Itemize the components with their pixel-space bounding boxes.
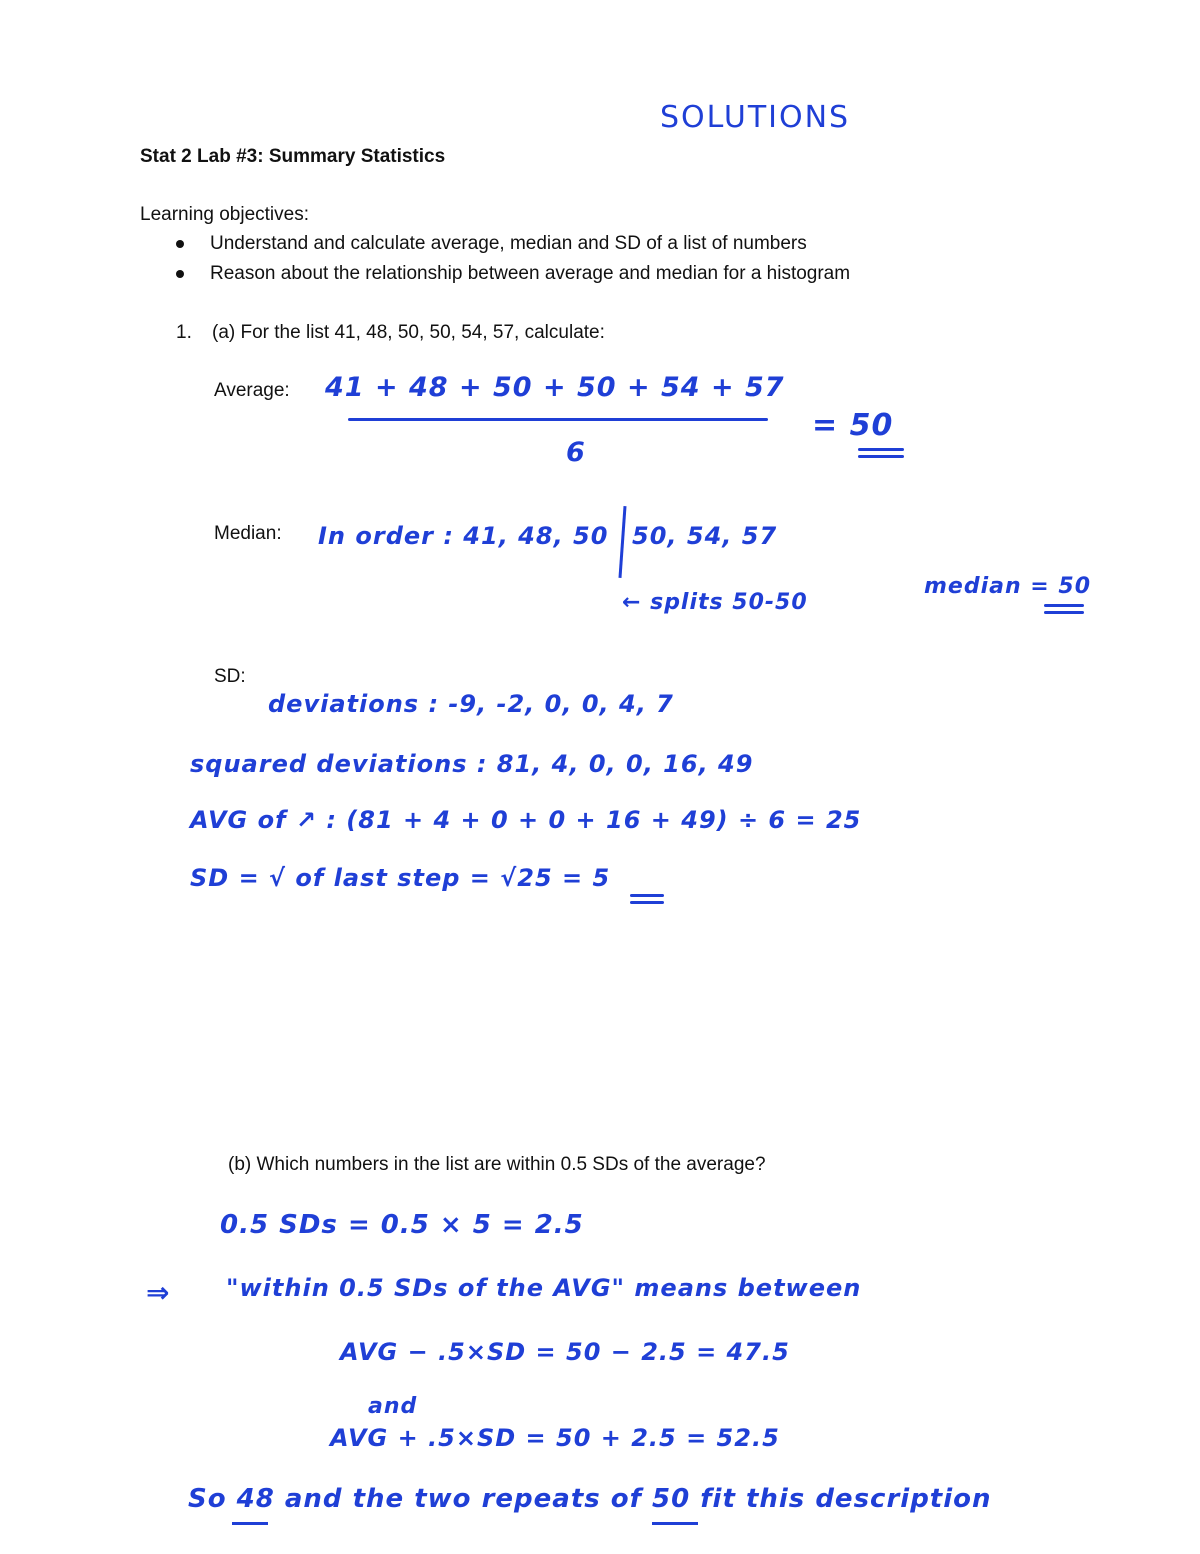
sd-result-underline <box>630 892 664 906</box>
median-split-line <box>618 506 626 578</box>
average-label: Average: <box>214 380 290 401</box>
lower-bound-calc: AVG − .5×SD = 50 − 2.5 = 47.5 <box>340 1338 790 1366</box>
objective-item <box>176 233 807 255</box>
median-result: median = 50 <box>924 574 1092 599</box>
within-explanation: "within 0.5 SDs of the AVG" means between <box>226 1274 862 1302</box>
sd-average-step: AVG of ↗ : (81 + 4 + 0 + 0 + 16 + 49) ÷ 6 = 25 <box>190 806 862 834</box>
bullet-icon <box>176 240 184 248</box>
objective-item <box>176 263 850 285</box>
conclusion: So 48 and the two repeats of 50 fit this description <box>188 1484 992 1514</box>
average-result: = 50 <box>812 408 894 443</box>
page-title: Stat 2 Lab #3: Summary Statistics <box>140 146 446 167</box>
objective-text: Reason about the relationship between average and median for a histogram <box>210 263 851 284</box>
sd-label: SD: <box>214 666 246 687</box>
upper-bound-calc: AVG + .5×SD = 50 + 2.5 = 52.5 <box>330 1424 780 1452</box>
sd-result: SD = √ of last step = √25 = 5 <box>190 864 611 892</box>
average-result-underline <box>858 446 904 460</box>
bullet-icon <box>176 270 184 278</box>
objectives-heading: Learning objectives: <box>140 204 309 225</box>
arrow-icon: ⇒ <box>146 1276 171 1309</box>
conclusion-underline-50 <box>652 1522 698 1525</box>
median-work-left: In order : 41, 48, 50 <box>318 522 609 550</box>
question-part-a: (a) For the list 41, 48, 50, 50, 54, 57, calculate: <box>212 322 605 343</box>
median-work-right: 50, 54, 57 <box>632 522 778 550</box>
median-result-underline <box>1044 602 1084 616</box>
median-label: Median: <box>214 523 282 544</box>
question-part-b: (b) Which numbers in the list are within 0.5 SDs of the average? <box>228 1154 766 1175</box>
solutions-stamp: SOLUTIONS <box>660 100 851 135</box>
sd-deviations: deviations : -9, -2, 0, 0, 4, 7 <box>268 690 674 718</box>
median-note: ← splits 50-50 <box>622 590 808 615</box>
conclusion-underline-48 <box>232 1522 268 1525</box>
average-numerator: 41 + 48 + 50 + 50 + 54 + 57 <box>325 372 785 403</box>
and-word: and <box>368 1394 418 1419</box>
fraction-bar <box>348 418 768 421</box>
question-number: 1. <box>176 322 192 343</box>
average-denominator: 6 <box>566 437 586 468</box>
objective-text: Understand and calculate average, median and SD of a list of numbers <box>210 233 807 254</box>
sd-squared-deviations: squared deviations : 81, 4, 0, 0, 16, 49 <box>190 750 754 778</box>
half-sd-calc: 0.5 SDs = 0.5 × 5 = 2.5 <box>220 1210 584 1240</box>
